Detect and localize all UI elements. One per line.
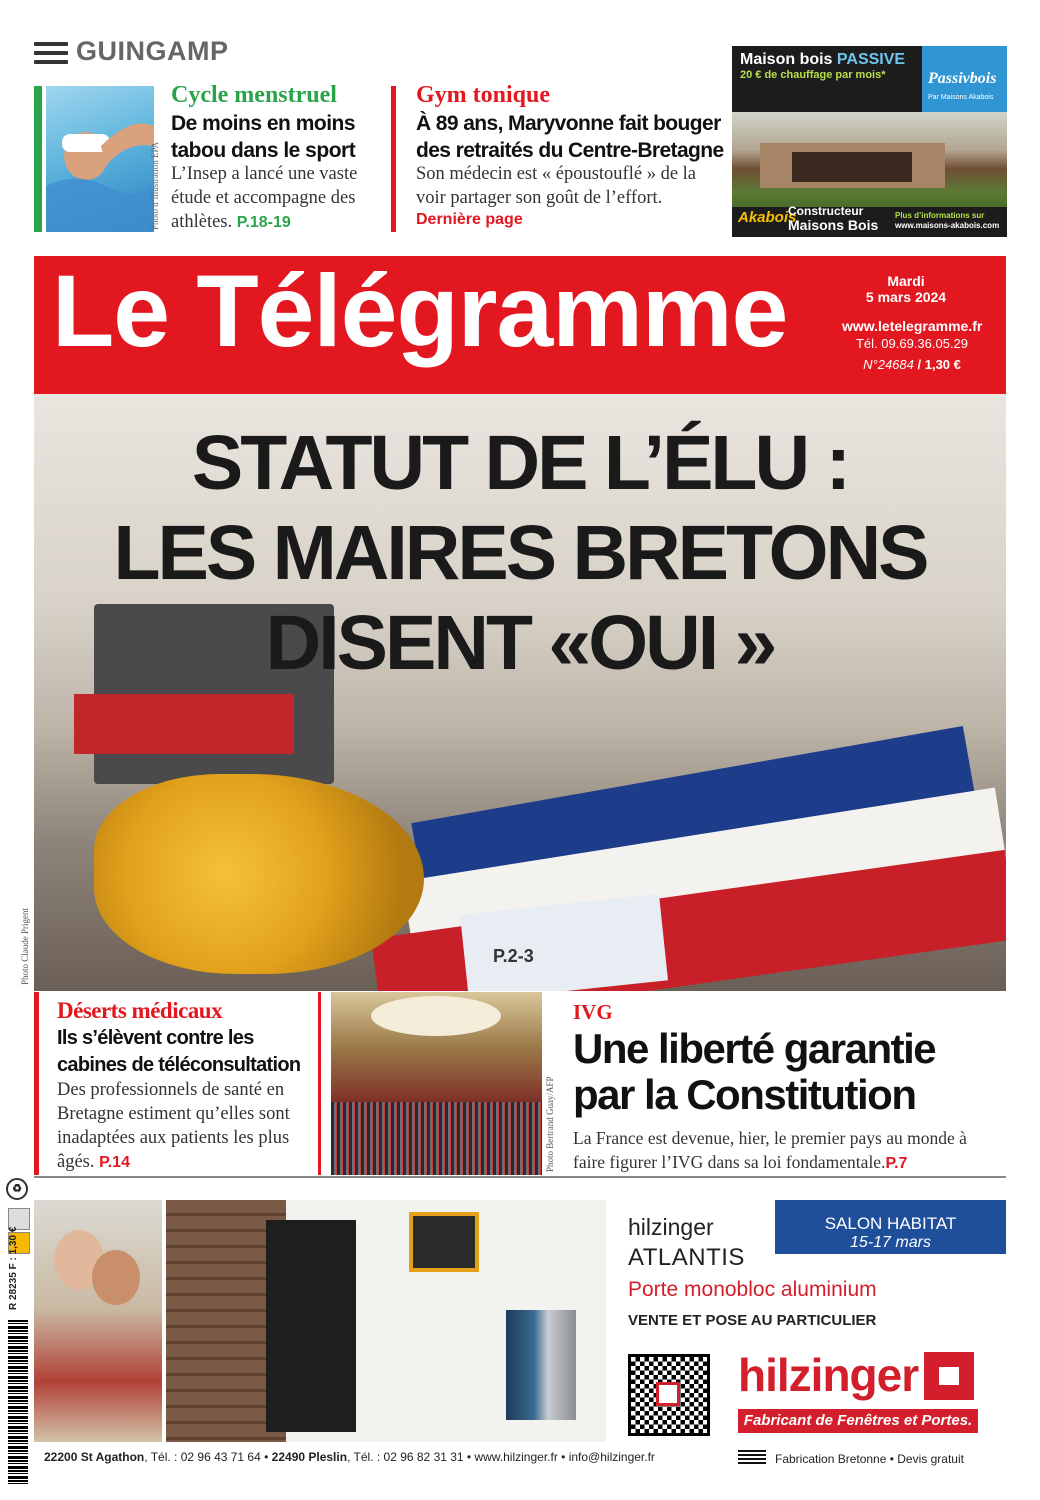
ad-title-main: Maison bois [740,51,833,68]
teaser-body-text: Des professionnels de santé en Bretagne estiment qu’elles sont inadaptées aux patients les plus âgés. [57,1080,290,1172]
photo-credit: Photo Claude Prigent [20,908,30,985]
ad-logo-sub: Par Maisons Akabois [928,94,994,101]
ad-builder-line1: Constructeur [788,204,864,218]
ad-fabrication: Fabrication Bretonne • Devis gratuit [775,1452,964,1466]
page-ref[interactable]: P.14 [99,1154,130,1171]
main-headline[interactable] [34,418,1006,688]
photo-credit: Photo Bertrand Guay/AFP [545,1076,555,1172]
teaser-kicker: IVG [573,1000,613,1024]
ad-salon-box [775,1200,1006,1254]
ad-brand-small: hilzinger [628,1214,714,1240]
teaser-sport-photo[interactable] [46,86,154,232]
photo-ceiling-light [371,996,501,1036]
ad-couple-photo [34,1200,162,1442]
ad-title [740,51,905,69]
recycle-icon: ♻ [6,1178,28,1200]
ad-logo: hilzinger [738,1349,919,1401]
ad-door [266,1220,356,1432]
ad-akabois[interactable] [732,46,1007,237]
teaser-title[interactable]: Une liberté garantie par la Constitution [573,1025,936,1118]
assembly-photo[interactable] [331,992,542,1175]
breton-flag-icon [738,1450,766,1466]
price-code-ref: R 28235 [8,1272,19,1310]
ad-info-line2: www.maisons-akabois.com [895,221,1000,230]
ad-aluminium-profile [506,1310,576,1420]
teaser-title[interactable]: Ils s’élèvent contre les cabines de téléconsultation [57,1027,301,1076]
teaser-accent-bar [34,86,42,232]
ad-title-accent: PASSIVE [836,51,906,68]
issue-number [842,357,982,372]
teaser-title[interactable]: À 89 ans, Maryvonne fait bouger des retraités du Centre-Bretagne [416,112,724,162]
qr-center-logo [656,1382,680,1406]
issue-number-text: N°24684 [863,357,914,372]
teaser-title[interactable]: De moins en moins tabou dans le sport [171,112,356,162]
page-ref[interactable]: P.2-3 [493,946,534,966]
ad-door-photo [166,1200,606,1442]
photo-crowd [331,1102,542,1175]
issue-price: / 1,30 € [917,357,961,372]
ad-builder [788,204,878,232]
ad-face [92,1250,140,1305]
teaser-body: Son médecin est « époustouflé » de la voir partager son goût de l’effort. [416,164,697,208]
page-ref[interactable]: P.18-19 [236,214,291,231]
ad-logo-text: Passivbois [928,70,997,87]
ad-info-line1: Plus d’informations sur [895,211,985,220]
issue-date-text: 5 mars 2024 [865,289,947,305]
teaser-body-text: L’Insep a lancé une vaste étude et accompagne des athlètes. [171,164,358,232]
headline-line: STATUT DE L’ÉLU : [191,420,849,506]
newspaper-logo[interactable]: Le Télégramme [52,254,788,368]
ad-salon-dates: 15-17 mars [850,1234,931,1251]
ad-logo-mark-inner [939,1367,959,1385]
sash-tassel [94,774,424,974]
teaser-body [57,1078,312,1175]
ad-house-window [792,152,912,182]
teaser-body [573,1126,1003,1176]
ad-brand: Akabois [738,209,797,226]
teaser-kicker: Déserts médicaux [57,998,223,1023]
edition-label: GUINGAMP [76,36,229,66]
ad-address-cp2: 22490 Pleslin [271,1450,348,1464]
ad-slogan: Fabricant de Fenêtres et Portes. [738,1409,978,1433]
photo-red-folder [74,694,294,754]
barcode [8,1320,28,1485]
teaser-accent-bar [391,86,396,232]
headline-line: DISENT «OUI » [265,600,775,686]
photo-credit: Photo d’illustration EPA [150,141,160,230]
headline-line: LES MAIRES BRETONS [113,510,927,596]
ad-info [895,211,999,231]
ad-address-tel1: , Tél. : 02 96 43 71 64 • [144,1450,269,1464]
teaser-accent-bar [34,992,39,1175]
website-link[interactable]: www.letelegramme.fr [842,318,983,334]
ad-address [44,1450,655,1464]
teaser-kicker: Gym tonique [416,82,551,108]
menu-icon[interactable] [34,42,68,66]
teaser-divider [318,992,321,1175]
teaser-body [171,162,386,235]
ad-product: ATLANTIS [628,1244,745,1271]
section-divider [34,1176,1006,1178]
page-ref[interactable]: Dernière page [416,211,523,228]
price-code [8,1227,19,1310]
ad-address-cp1: 22200 St Agathon [44,1450,145,1464]
swimmer-illustration [46,86,154,232]
ad-logo [922,46,1007,112]
ad-builder-line2: Maisons Bois [788,217,879,233]
ad-salon-title: SALON HABITAT [824,1214,957,1233]
teaser-body-text: La France est devenue, hier, le premier pays au monde à faire figurer l’IVG dans sa loi fondamentale. [573,1128,967,1172]
page-ref[interactable]: P.7 [885,1155,908,1172]
teaser-kicker: Cycle menstruel [171,82,337,108]
ad-vente: VENTE ET POSE AU PARTICULIER [628,1312,877,1329]
issue-date [842,273,970,305]
ad-window [409,1212,479,1272]
ad-address-rest: , Tél. : 02 96 82 31 31 • www.hilzinger.fr • info@hilzinger.fr [347,1450,655,1464]
ad-hilzinger[interactable] [34,1200,1006,1475]
issue-day: Mardi [887,273,925,289]
ad-porte: Porte monobloc aluminium [628,1278,877,1301]
price-code-price: F : 1,30 € [8,1226,19,1270]
phone-number: Tél. 09.69.36.05.29 [855,336,969,351]
ad-subtitle: 20 € de chauffage par mois* [740,69,886,81]
